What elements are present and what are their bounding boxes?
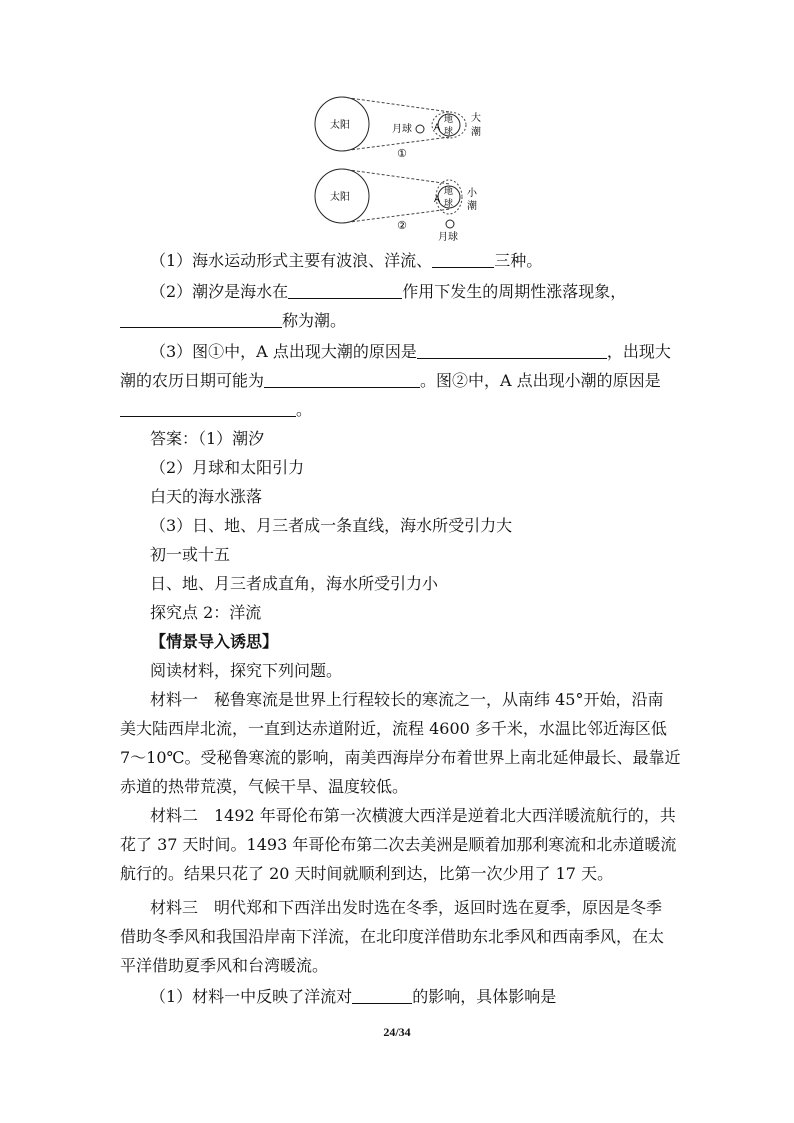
sun-ray-bottom-2 bbox=[342, 209, 450, 223]
section-heading: 【情景导入诱思】 bbox=[150, 632, 279, 651]
question-3 bbox=[150, 341, 671, 363]
diagram-spring-tide bbox=[315, 97, 481, 160]
answer-1: 答案：（1）潮汐 bbox=[150, 429, 265, 448]
explore-point: 探究点 2：洋流 bbox=[150, 603, 262, 622]
section-intro: 阅读材料，探究下列问题。 bbox=[150, 661, 343, 680]
question-3-end-text: 。 bbox=[296, 400, 313, 419]
question-1-text: （1）海水运动形式主要有波浪、洋流、 bbox=[150, 251, 433, 270]
moon-circle-1 bbox=[416, 125, 424, 133]
question-3-end bbox=[120, 399, 312, 421]
question-1-tail: 三种。 bbox=[494, 251, 543, 270]
question-2-cont bbox=[120, 310, 346, 332]
caption-2: ② bbox=[397, 219, 407, 232]
material-question-tail: 的影响，具体影响是 bbox=[412, 987, 557, 1006]
question-2-tail: 作用下发生的周期性涨落现象， bbox=[402, 282, 627, 301]
material-3-line-1: 材料三 明代郑和下西洋出发时选在冬季，返回时选在夏季，原因是冬季 bbox=[150, 898, 663, 917]
question-3-text: （3）图①中，A 点出现大潮的原因是 bbox=[150, 342, 417, 361]
earth-label-top-1: 地 bbox=[444, 115, 454, 125]
answer-3: （3）日、地、月三者成一条直线，海水所受引力大 bbox=[150, 516, 513, 535]
sun-ray-top-2 bbox=[342, 169, 450, 184]
answer-blank bbox=[432, 251, 494, 268]
answer-blank bbox=[288, 282, 402, 299]
tide-diagram bbox=[0, 0, 794, 245]
question-2-cont-text: 称为潮。 bbox=[282, 311, 347, 330]
earth-label-bottom-1: 球 bbox=[444, 127, 454, 137]
material-2-line-3: 航行的。结果只花了 20 天时间就顺利到达，比第一次少用了 17 天。 bbox=[120, 864, 614, 883]
sun-label-1: 太阳 bbox=[330, 120, 350, 131]
tide-label-top-1: 大 bbox=[471, 113, 481, 124]
material-2-line-2: 花了 37 天时间。1493 年哥伦布第二次去美洲是顺着加那利寒流和北赤道暖流 bbox=[120, 835, 677, 854]
answer-blank bbox=[352, 987, 412, 1004]
material-3-line-2: 借助冬季风和我国沿岸南下洋流，在北印度洋借助东北季风和西南季风，在太 bbox=[120, 927, 665, 946]
material-question-1 bbox=[150, 986, 556, 1008]
material-question-text: （1）材料一中反映了洋流对 bbox=[150, 987, 353, 1006]
point-label-1: A bbox=[434, 123, 441, 133]
material-2-line-1: 材料二 1492 年哥伦布第一次横渡大西洋是逆着北大西洋暖流航行的，共 bbox=[150, 806, 676, 825]
tide-label-bottom-2: 潮 bbox=[467, 201, 477, 212]
answer-blank bbox=[264, 371, 420, 388]
tide-label-top-2: 小 bbox=[467, 188, 477, 199]
answer-2b: 白天的海水涨落 bbox=[150, 487, 263, 506]
question-1 bbox=[150, 250, 542, 272]
sun-ray-top-1 bbox=[342, 97, 450, 112]
answer-blank bbox=[120, 400, 296, 417]
material-3-line-3: 平洋借助夏季风和台湾暖流。 bbox=[120, 956, 329, 975]
material-1-line-4: 赤道的热带荒漠，气候干旱、温度较低。 bbox=[120, 777, 409, 796]
answer-3c: 日、地、月三者成直角，海水所受引力小 bbox=[150, 574, 439, 593]
question-2 bbox=[150, 281, 626, 303]
answer-blank bbox=[417, 342, 607, 359]
moon-label-1: 月球 bbox=[392, 124, 412, 135]
moon-circle-2 bbox=[446, 220, 454, 228]
material-1-line-2: 美大陆西岸北流，一直到达赤道附近，流程 4600 多千米，水温比邻近海区低 bbox=[120, 719, 667, 738]
earth-label-top-2: 地 bbox=[444, 187, 454, 197]
moon-label-2: 月球 bbox=[438, 232, 458, 243]
diagram-neap-tide bbox=[315, 169, 478, 243]
material-1-line-3: 7～10℃。受秘鲁寒流的影响，南美西海岸分布着世界上南北延伸最长、最靠近 bbox=[120, 748, 681, 767]
question-3-cont-tail: 。图②中，A 点出现小潮的原因是 bbox=[420, 371, 661, 390]
earth-label-bottom-2: 球 bbox=[444, 199, 454, 209]
question-3-tail: ，出现大 bbox=[606, 342, 671, 361]
question-2-text: （2）潮汐是海水在 bbox=[150, 282, 289, 301]
tide-label-bottom-1: 潮 bbox=[471, 127, 481, 138]
answer-3b: 初一或十五 bbox=[150, 545, 231, 564]
question-3-cont bbox=[120, 370, 661, 392]
material-1-line-1: 材料一 秘鲁寒流是世界上行程较长的寒流之一，从南纬 45°开始，沿南 bbox=[150, 690, 664, 709]
page-number: 24/34 bbox=[383, 1025, 411, 1039]
sun-label-2: 太阳 bbox=[330, 192, 350, 203]
answer-2: （2）月球和太阳引力 bbox=[150, 458, 305, 477]
sun-ray-bottom-1 bbox=[342, 137, 450, 151]
point-label-2: A bbox=[434, 195, 441, 205]
question-3-cont-text: 潮的农历日期可能为 bbox=[120, 371, 265, 390]
answer-blank bbox=[120, 311, 282, 328]
caption-1: ① bbox=[397, 147, 407, 160]
